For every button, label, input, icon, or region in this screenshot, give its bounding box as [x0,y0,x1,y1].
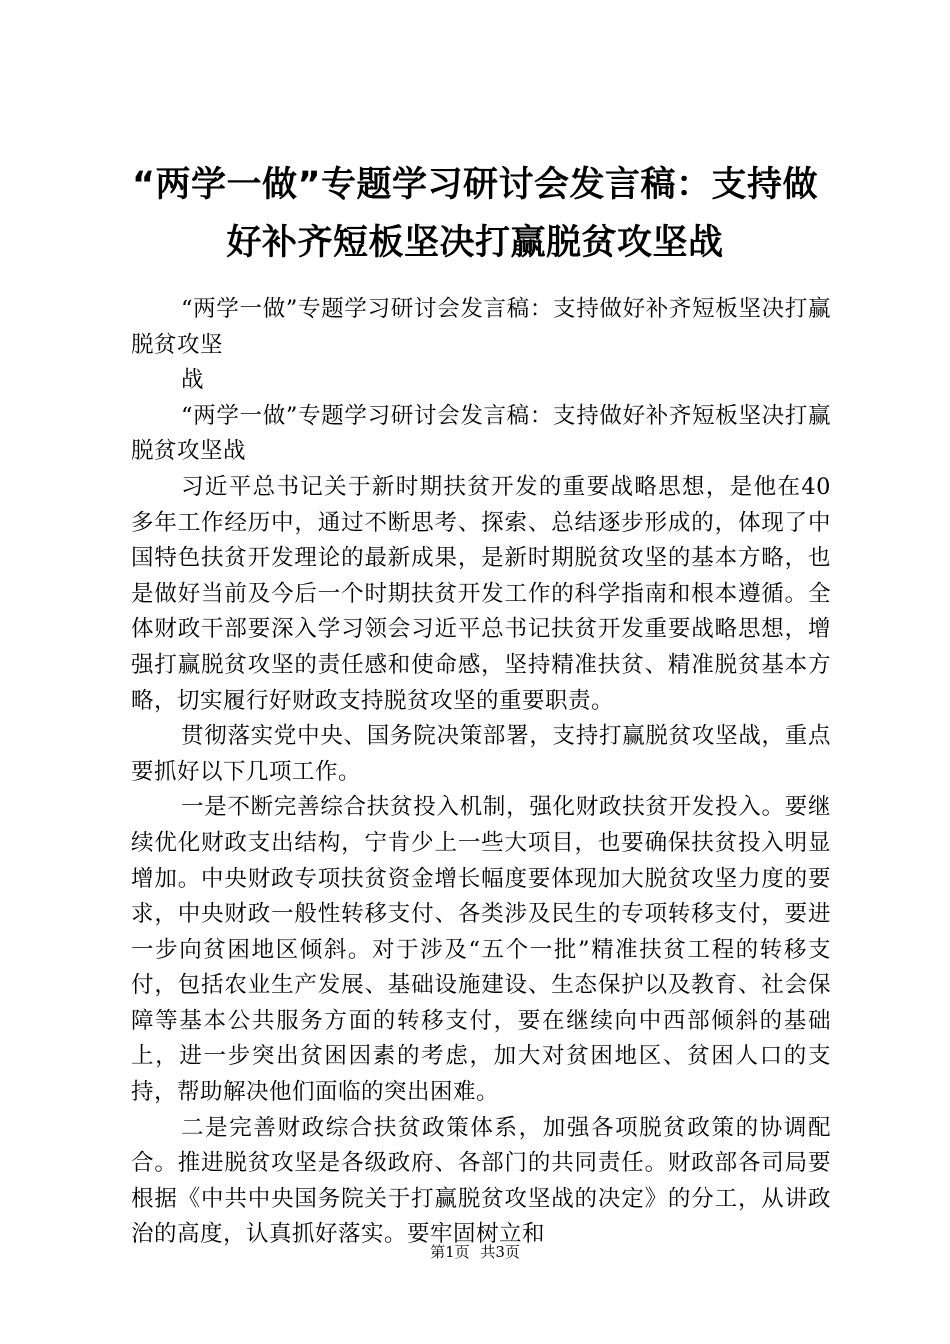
paragraph: “两学一做”专题学习研讨会发言稿：支持做好补齐短板坚决打赢脱贫攻坚 [131,296,831,358]
page-footer [0,1242,950,1262]
paragraph: “两学一做”专题学习研讨会发言稿：支持做好补齐短板坚决打赢脱贫攻坚战 [131,402,831,465]
paragraph: 二是完善财政综合扶贫政策体系，加强各项脱贫政策的协调配合。推进脱贫攻坚是各级政府、各部门的共同责任。财政部各司局要根据《中共中央国务院关于打赢脱贫攻坚战的决定》的分工，从讲政治的高度，认真抓好落实。要牢固树立和 [131,1114,831,1248]
paragraph: 战 [181,367,205,394]
document-title [100,156,850,272]
page-number: 第1页 [430,1243,470,1261]
page-total: 共3页 [480,1243,520,1261]
paragraph: 习近平总书记关于新时期扶贫开发的重要战略思想，是他在40多年工作经历中，通过不断思考、探索、总结逐步形成的，体现了中国特色扶贫开发理论的最新成果，是新时期脱贫攻坚的基本方略，也是做好当前及今后一个时期扶贫开发工作的科学指南和根本遵循。全体财政干部要深入学习领会习近平总书记扶贫开发重要战略思想，增强打赢脱贫攻坚的责任感和使命感，坚持精准扶贫、精准脱贫基本方略，切实履行好财政支持脱贫攻坚的重要职责。 [131,473,831,714]
title-line-2: 好补齐短板坚决打赢脱贫攻坚战 [226,223,724,263]
title-line-1: “两学一做”专题学习研讨会发言稿：支持做 [131,165,818,205]
document-body [131,292,831,1253]
paragraph: 贯彻落实党中央、国务院决策部署，支持打赢脱贫攻坚战，重点要抓好以下几项工作。 [131,723,831,785]
paragraph: 一是不断完善综合扶贫投入机制，强化财政扶贫开发投入。要继续优化财政支出结构，宁肯少上一些大项目，也要确保扶贫投入明显增加。中央财政专项扶贫资金增长幅度要体现加大脱贫攻坚力度的要求，中央财政一般性转移支付、各类涉及民生的专项转移支付，要进一步向贫困地区倾斜。对于涉及“五个一批”精准扶贫工程的转移支付，包括农业生产发展、基础设施建设、生态保护以及教育、社会保障等基本公共服务方面的转移支付，要在继续向中西部倾斜的基础上，进一步突出贫困因素的考虑，加大对贫困地区、贫困人口的支持，帮助解决他们面临的突出困难。 [131,794,831,1106]
